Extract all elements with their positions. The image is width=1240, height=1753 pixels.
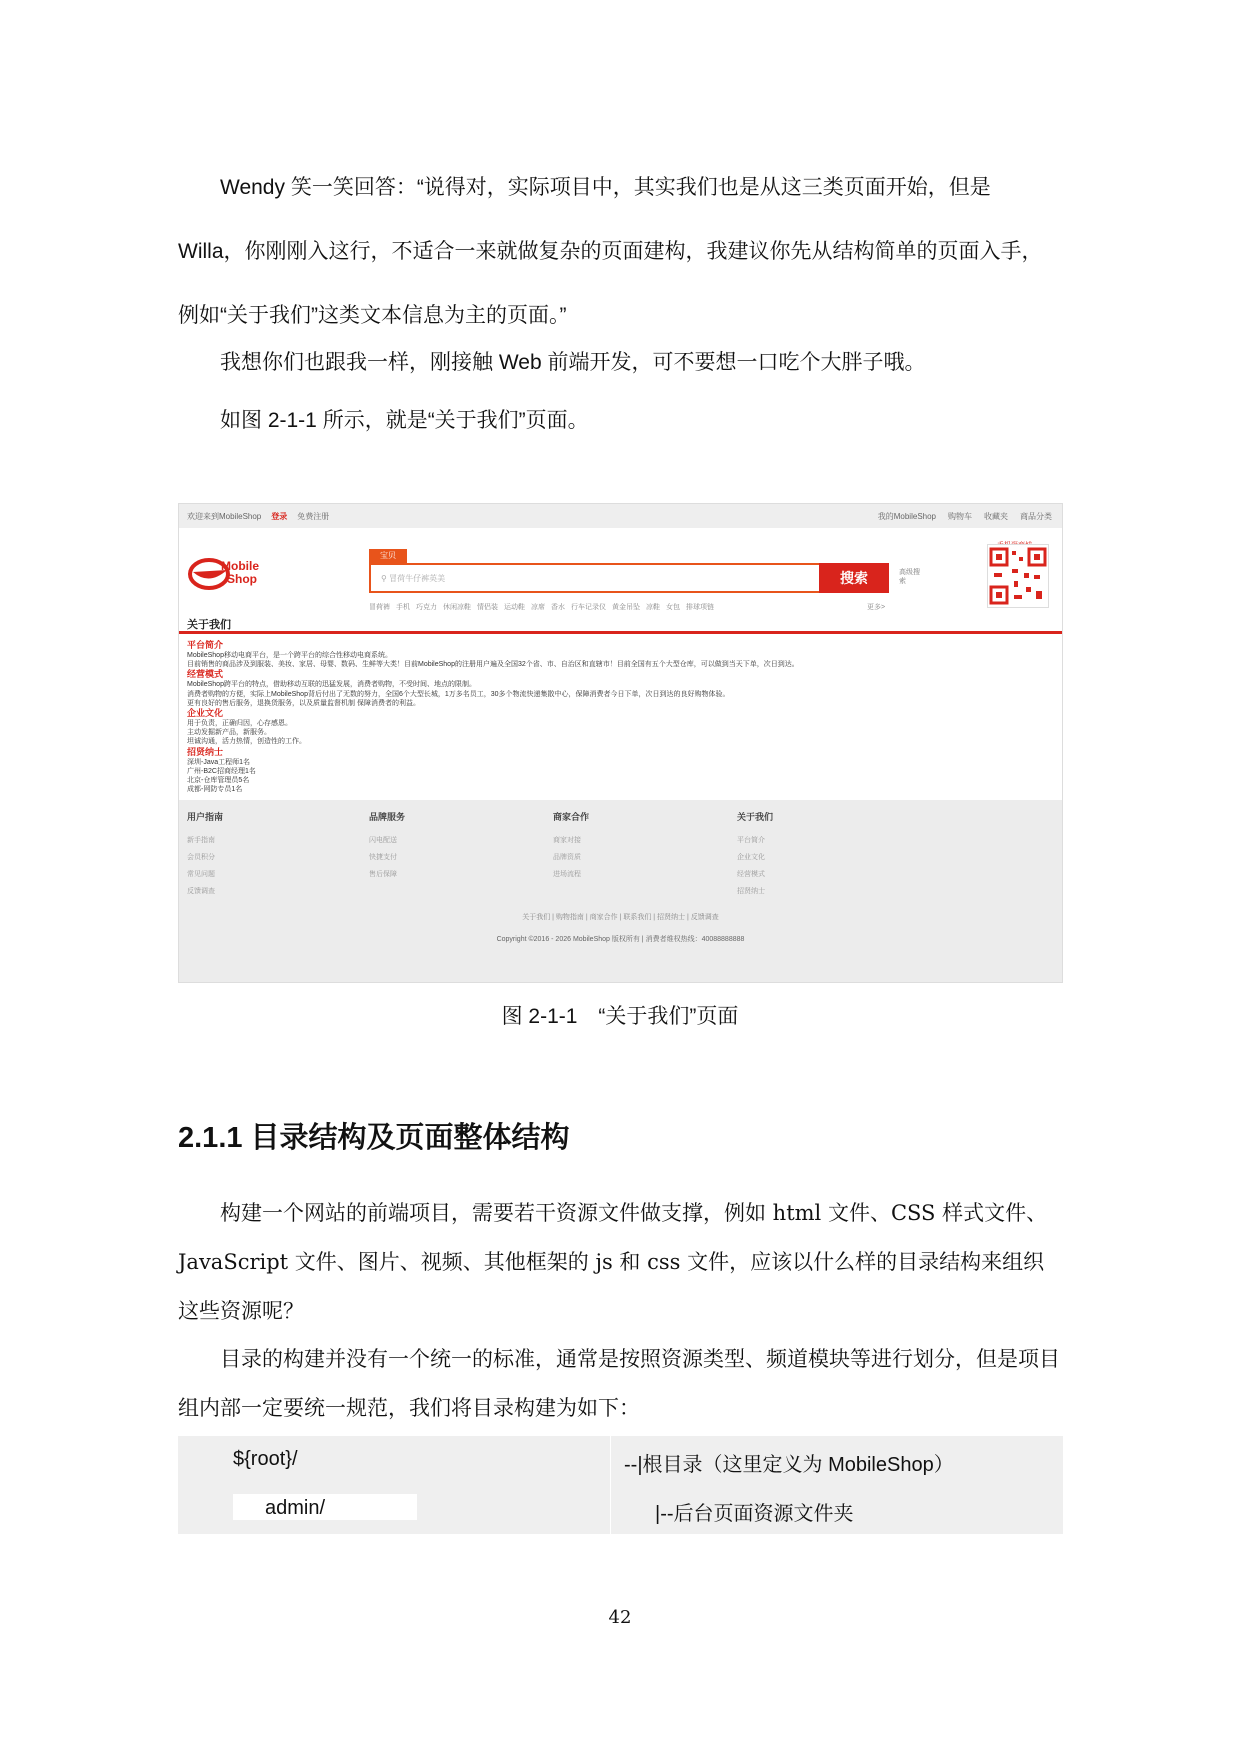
- search-input: [369, 563, 831, 593]
- site-footer: [179, 800, 1062, 982]
- search-tab: 宝贝: [369, 549, 407, 563]
- search-placeholder: ⚲ 冒荷牛仔裤英美: [381, 574, 446, 583]
- paragraph-figure-ref: 如图 2-1-1 所示，就是“关于我们”页面。: [220, 409, 589, 432]
- footer-col-brand: 品牌服务 闪电配送 快捷支付 售后保障: [369, 812, 406, 878]
- hot-words: 冒荷裤 手机 巧克力 休闲凉鞋 情侣装 运动鞋 凉席 香水 行车记录仪 黄金吊坠 凉鞋 女包 排球项链: [369, 604, 714, 611]
- page-number: 42: [608, 1607, 632, 1628]
- dir-root-desc: --|根目录（这里定义为 MobileShop）: [624, 1454, 954, 1476]
- footer-col-about: 关于我们 平台简介 企业文化 经营模式 招贤纳士: [737, 812, 774, 895]
- figure-caption: 图 2-1-1 “关于我们”页面: [501, 1005, 739, 1028]
- cart-link: 购物车: [948, 512, 972, 521]
- advanced-search-link: 高级搜索: [899, 569, 920, 585]
- dir-admin-desc: |--后台页面资源文件夹: [655, 1503, 854, 1525]
- breadcrumb: 关于我们: [187, 619, 231, 631]
- about-content: 平台简介 MobileShop移动电商平台，是一个跨平台的综合性移动电商系统。 目前销售的商品涉及到服装、美妆、家居、母婴、数码、生鲜等大类！目前MobileShop的注册用户遍及全国32个省、市、自治区和直辖市！目前全国有五个大型仓库，可以做到当天下单，次日到达。 经营模式 MobileShop跨平台的特点，借助移动互联的迅猛发展，消费者购物，不受时间、地点的限制。 消费者购物的方便，实际上MobileShop背后付出了无数的努力，全国6个大型长城，1万多名员工，30多个物流快递集散中心，保障消费者今日下单，次日到达的良好购物体验。 更有良好的售后服务，退换货服务，以及质量监督机制 保障消费者的利益。 企业文化 用于负责，正确归因，心存感恩。 主动发掘新产品，新服务。 坦诚沟通，活力热情，创造性的工作。 招贤纳士 深圳-Java工程师1名 广州-B2C招商经理1名 北京-仓库管理员5名 成都-网防专员1名: [187, 640, 799, 794]
- directory-table: [178, 1436, 1063, 1534]
- paragraph-wendy-reply: Wendy 笑一笑回答：“说得对，实际项目中，其实我们也是从这三类页面开始，但是 Willa，你刚刚入这行，不适合一来就做复杂的页面建构，我建议你先从结构简单的页面入手，例如“关于我们”这类文本信息为主的页面。”: [178, 176, 1043, 327]
- category-link: 商品分类: [1020, 512, 1052, 521]
- footer-links: 关于我们 | 购物指南 | 商家合作 | 联系我们 | 招贤纳士 | 反馈调查: [522, 914, 719, 921]
- footer-col-guide: 用户指南 新手指南 会员积分 常见问题 反馈调查: [187, 812, 224, 895]
- directory-divider: [610, 1436, 611, 1534]
- my-shop-link: 我的MobileShop: [877, 512, 936, 521]
- paragraph-resources: 构建一个网站的前端项目，需要若干资源文件做支撑，例如 html 文件、CSS 样式文件、JavaScript 文件、图片、视频、其他框架的 js 和 css 文件，应该以什么样的目录结构来组织这些资源呢？: [178, 1201, 1048, 1323]
- register-link: 免费注册: [297, 512, 330, 521]
- qr-title: 手机逛商城: [997, 542, 1032, 549]
- about-us-screenshot: [178, 503, 1063, 983]
- favorites-link: 收藏夹: [984, 512, 1008, 521]
- dir-root-path: ${root}/: [233, 1448, 298, 1470]
- logo-text: Mobile Shop: [221, 559, 259, 586]
- site-topbar: [179, 504, 1062, 528]
- search-button: 搜索: [819, 563, 889, 593]
- dir-admin-path: admin/: [265, 1497, 326, 1519]
- paragraph-advice: 我想你们也跟我一样，刚接触 Web 前端开发，可不要想一口吃个大胖子哦。: [220, 351, 926, 374]
- section-heading: 2.1.1 目录结构及页面整体结构: [178, 1122, 570, 1154]
- login-link: 登录: [271, 512, 288, 521]
- paragraph-directory: 目录的构建并没有一个统一的标准，通常是按照资源类型、频道模块等进行划分，但是项目组内部一定要统一规范，我们将目录构建为如下：: [178, 1347, 1060, 1420]
- copyright: Copyright ©2016 - 2026 MobileShop 版权所有 | 消费者维权热线：40088888888: [496, 936, 745, 943]
- welcome-text: 欢迎来到MobileShop: [187, 512, 262, 521]
- qr-code-icon: [987, 544, 1049, 608]
- footer-col-merchant: 商家合作 商家对接 品牌资质 进场流程: [553, 812, 590, 878]
- more-link: 更多>: [867, 604, 886, 611]
- red-divider: [179, 631, 1062, 634]
